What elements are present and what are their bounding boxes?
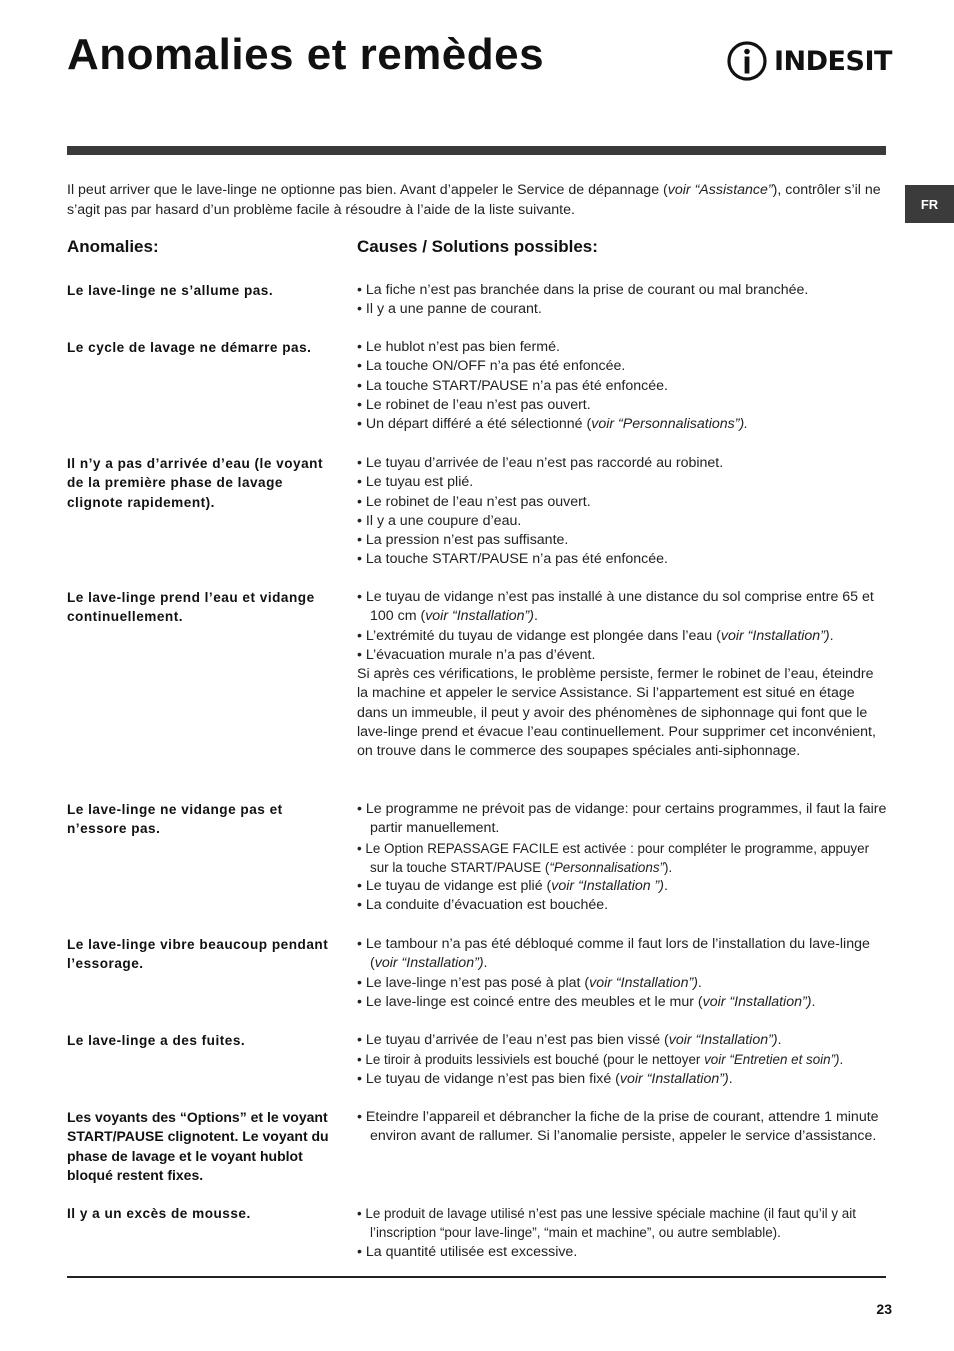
anomaly-label: Le lave-linge prend l’eau et vidange continuellement. [67, 590, 315, 625]
indesit-logo-icon [726, 40, 768, 82]
language-tab: FR [905, 185, 954, 223]
cause-item: • Le tuyau de vidange est plié (voir “Installation ”). [357, 878, 668, 895]
cause-item: • Le lave-linge est coincé entre des meubles et le mur (voir “Installation”). [357, 993, 816, 1010]
page-number: 23 [876, 1301, 892, 1317]
cause-item: • La fiche n’est pas branchée dans la prise de courant ou mal branchée. [357, 282, 809, 298]
cause-item: • La conduite d’évacuation est bouchée. [357, 897, 609, 914]
cause-item: • La touche ON/OFF n’a pas été enfoncée. [357, 358, 626, 375]
cause-item: • L’évacuation murale n’a pas d’évent. [357, 646, 596, 663]
cause-item: • Le tuyau de vidange n’est pas bien fixé (voir “Installation”). [357, 1070, 733, 1087]
cause-item: • Le lave-linge n’est pas posé à plat (voir “Installation”). [357, 974, 702, 991]
cause-item: • Le robinet de l’eau n’est pas ouvert. [357, 493, 591, 510]
anomaly-label: Le lave-linge ne vidange pas et n’essore pas. [67, 802, 283, 837]
anomaly-label: Le lave-linge ne s’allume pas. [67, 283, 274, 298]
cause-item: • L’extrémité du tuyau de vidange est plongée dans l’eau (voir “Installation”). [357, 627, 834, 644]
causes-heading: Causes / Solutions possibles: [357, 237, 598, 256]
cause-item: • La quantité utilisée est excessive. [357, 1243, 578, 1260]
anomaly-label: Il n’y a pas d’arrivée d’eau (le voyant de la première phase de lavage clignote rapidement). [67, 456, 323, 510]
brand-name: INDESIT [774, 45, 892, 77]
cause-note: Si après ces vérifications, le problème persiste, fermer le robinet de l’eau, éteindre la machine et appeler le service Assistance. Si l’appartement est situé en étage dans un immeuble, il peut y avoir des phénomènes de siphonnage qui font que le lave-linge prend et évacue l’eau continuellement. Pour supprimer cet inconvénient, on trouve dans le commerce des soupapes spéciales anti-siphonnage. [357, 666, 876, 760]
intro-paragraph: Il peut arriver que le lave-linge ne optionne pas bien. Avant d’appeler le Service de dépannage (voir “Assistance”), contrôler s’il ne s’agit pas par hasard d’un problème facile à résoudre à l’aide de la liste suivante. [67, 182, 881, 218]
cause-item: • Le robinet de l’eau n’est pas ouvert. [357, 396, 591, 413]
cause-item: • Il y a une panne de courant. [357, 301, 542, 318]
anomalies-heading: Anomalies: [67, 237, 159, 256]
cause-item: • Le tuyau d’arrivée de l’eau n’est pas raccordé au robinet. [357, 455, 724, 471]
cause-item: • Le produit de lavage utilisé n’est pas une lessive spéciale machine (il faut qu’il y ait l’inscription “pour lave-linge”, “main et machine”, ou autre semblable). [357, 1206, 856, 1241]
cause-item: • La pression n’est pas suffisante. [357, 532, 569, 549]
cause-item: • La touche START/PAUSE n’a pas été enfoncée. [357, 377, 668, 394]
cause-item: • Le tambour n’a pas été débloqué comme il faut lors de l’installation du lave-linge (voir “Installation”). [357, 936, 870, 972]
anomaly-label: Le cycle de lavage ne démarre pas. [67, 340, 312, 355]
header-rule [67, 146, 886, 155]
cause-item: • La touche START/PAUSE n’a pas été enfoncée. [357, 551, 668, 568]
anomaly-label: Le lave-linge a des fuites. [67, 1033, 246, 1048]
causes-list [357, 588, 887, 762]
cause-item: • Le tuyau de vidange n’est pas installé à une distance du sol comprise entre 65 et 100 cm (voir “Installation”). [357, 589, 874, 625]
causes-list [357, 1204, 887, 1262]
anomaly-label: Il y a un excès de mousse. [67, 1206, 251, 1221]
causes-list [357, 1031, 887, 1089]
causes-list [357, 454, 887, 570]
anomaly-label: Le lave-linge vibre beaucoup pendant l’essorage. [67, 937, 329, 972]
anomaly-label: Les voyants des “Options” et le voyant START/PAUSE clignotent. Le voyant du phase de lavage et le voyant hublot bloqué restent fixes. [67, 1109, 329, 1183]
causes-list [357, 281, 887, 320]
cause-item: • Le tiroir à produits lessiviels est bouché (pour le nettoyer voir “Entretien et soin”). [357, 1052, 844, 1068]
footer-rule [67, 1276, 886, 1278]
page-title: Anomalies et remèdes [67, 30, 545, 79]
causes-list [357, 935, 887, 1012]
cause-item: • Un départ différé a été sélectionné (voir “Personnalisations”). [357, 416, 749, 433]
brand-logo [726, 40, 892, 82]
cause-item: • Le Option REPASSAGE FACILE est activée : pour compléter le programme, appuyer sur la touche START/PAUSE (“Personnalisations”). [357, 840, 870, 875]
cause-item: • Le tuyau est plié. [357, 474, 474, 491]
cause-item: • Le programme ne prévoit pas de vidange: pour certains programmes, il faut la faire partir manuellement. [357, 801, 887, 837]
cause-item: • Le hublot n’est pas bien fermé. [357, 339, 560, 355]
causes-list [357, 1108, 887, 1147]
cause-item: • Il y a une coupure d’eau. [357, 512, 522, 529]
cause-item: • Eteindre l’appareil et débrancher la fiche de la prise de courant, attendre 1 minute environ avant de rallumer. Si l’anomalie persiste, appeler le service d’assistance. [357, 1109, 879, 1145]
causes-list [357, 800, 887, 916]
causes-list [357, 338, 887, 434]
cause-item: • Le tuyau d’arrivée de l’eau n’est pas bien vissé (voir “Installation”). [357, 1032, 782, 1048]
